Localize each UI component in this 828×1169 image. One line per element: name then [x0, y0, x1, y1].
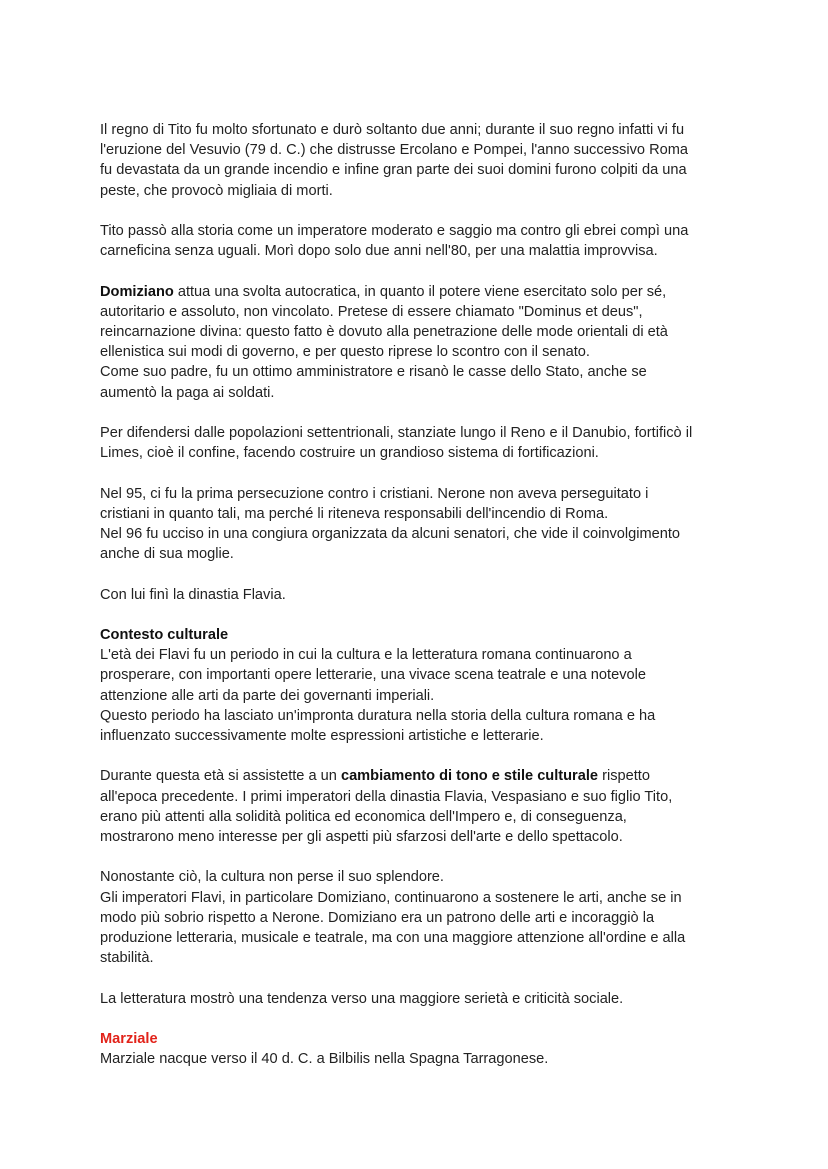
text-line: Il regno di Tito fu molto sfortunato e durò soltanto due anni; durante il suo regno infatti vi fu [100, 122, 685, 138]
bold-phrase: cambiamento di tono e stile culturale [340, 768, 599, 785]
text-line: Questo periodo ha lasciato un'impronta duratura nella storia della cultura romana e ha [100, 707, 656, 724]
text-line: Come suo padre, fu un ottimo amministratore e risanò le casse dello Stato, anche se [100, 364, 647, 381]
text-line: Tito passò alla storia come un imperatore moderato e saggio ma contro gli ebrei compì una [100, 223, 689, 239]
paragraph-culture-splendor [100, 867, 740, 968]
text-line: ellenistica sui modi di governo, e per questo riprese lo scontro con il senato. [100, 344, 590, 361]
section-heading-red: Marziale [100, 1030, 158, 1047]
text-line: carneficina senza uguali. Morì dopo solo due anni nell'80, per una malattia improvvisa. [100, 243, 658, 260]
text-line [100, 282, 740, 302]
text-line: erano più attenti alla solidità politica ed economica dell'Impero e, di conseguenza, [100, 808, 627, 825]
section-heading: Contesto culturale [100, 626, 229, 643]
paragraph-persecution [100, 484, 740, 565]
text-fragment: attua una svolta autocratica, in quanto il potere viene esercitato solo per sé, [173, 283, 667, 300]
text-line [100, 766, 740, 786]
text-line: aumentò la paga ai soldati. [100, 384, 275, 401]
document-page [100, 120, 740, 1090]
text-line: produzione letteraria, musicale e teatrale, ma con una maggiore attenzione all'ordine e alla [100, 930, 686, 946]
text-line: Nonostante ciò, la cultura non perse il suo splendore. [100, 869, 444, 886]
text-fragment: Durante questa età si assistette a un [100, 768, 341, 785]
text-line: stabilità. [100, 950, 154, 967]
text-line: prosperare, con importanti opere letterarie, una vivace scena teatrale e una notevole [100, 667, 646, 684]
paragraph-tito-reign [100, 120, 740, 201]
section-marziale [100, 1029, 740, 1069]
text-line: anche di sua moglie. [100, 546, 234, 563]
text-line: L'età dei Flavi fu un periodo in cui la cultura e la letteratura romana continuarono a [100, 647, 632, 664]
text-line: cristiani in quanto tali, ma perché li riteneva responsabili dell'incendio di Roma. [100, 505, 609, 522]
text-line: influenzato successivamente molte espressioni artistiche e letterarie. [100, 728, 544, 744]
paragraph-domiziano [100, 282, 740, 403]
text-line: La letteratura mostrò una tendenza verso una maggiore serietà e criticità sociale. [100, 990, 624, 1007]
bold-name-domiziano: Domiziano [100, 283, 174, 300]
paragraph-tito-history [100, 221, 740, 261]
paragraph-end-dynasty [100, 585, 740, 605]
text-line: Nel 96 fu ucciso in una congiura organizzata da alcuni senatori, che vide il coinvolgimento [100, 526, 681, 542]
text-line: Nel 95, ci fu la prima persecuzione contro i cristiani. Nerone non aveva perseguitato i [100, 485, 649, 502]
text-line: all'epoca precedente. I primi imperatori della dinastia Flavia, Vespasiano e suo figlio Tito, [100, 788, 673, 805]
paragraph-literature [100, 989, 740, 1009]
text-line: modo più sobrio rispetto a Nerone. Domiziano era un patrono delle arti e incoraggiò la [100, 909, 655, 926]
text-line: autoritario e assoluto, non vincolato. Pretese di essere chiamato "Dominus et deus", [100, 303, 643, 320]
text-line: attenzione alle arti da parte dei governanti imperiali. [100, 687, 435, 704]
text-line: fu devastata da un grande incendio e infine gran parte dei suoi domini furono colpiti da una [100, 162, 687, 179]
text-line: peste, che provocò migliaia di morti. [100, 182, 333, 199]
text-line: Gli imperatori Flavi, in particolare Domiziano, continuarono a sostenere le arti, anche se in [100, 889, 682, 906]
text-fragment: rispetto [598, 768, 650, 785]
text-line: Per difendersi dalle popolazioni settentrionali, stanziate lungo il Reno e il Danubio, fortificò il [100, 425, 693, 441]
text-line: l'eruzione del Vesuvio (79 d. C.) che distrusse Ercolano e Pompei, l'anno successivo Roma [100, 142, 688, 159]
text-line: Limes, cioè il confine, facendo costruire un grandioso sistema di fortificazioni. [100, 445, 599, 462]
paragraph-limes [100, 423, 740, 463]
text-line: mostrarono meno interesse per gli aspetti più sfarzosi dell'arte e dello spettacolo. [100, 829, 623, 845]
text-line: reincarnazione divina: questo fatto è dovuto alla penetrazione delle mode orientali di età [100, 324, 668, 340]
section-cultural-context [100, 625, 740, 746]
text-line: Marziale nacque verso il 40 d. C. a Bilbilis nella Spagna Tarragonese. [100, 1051, 549, 1068]
paragraph-change-of-tone [100, 766, 740, 847]
text-line: Con lui finì la dinastia Flavia. [100, 586, 286, 603]
